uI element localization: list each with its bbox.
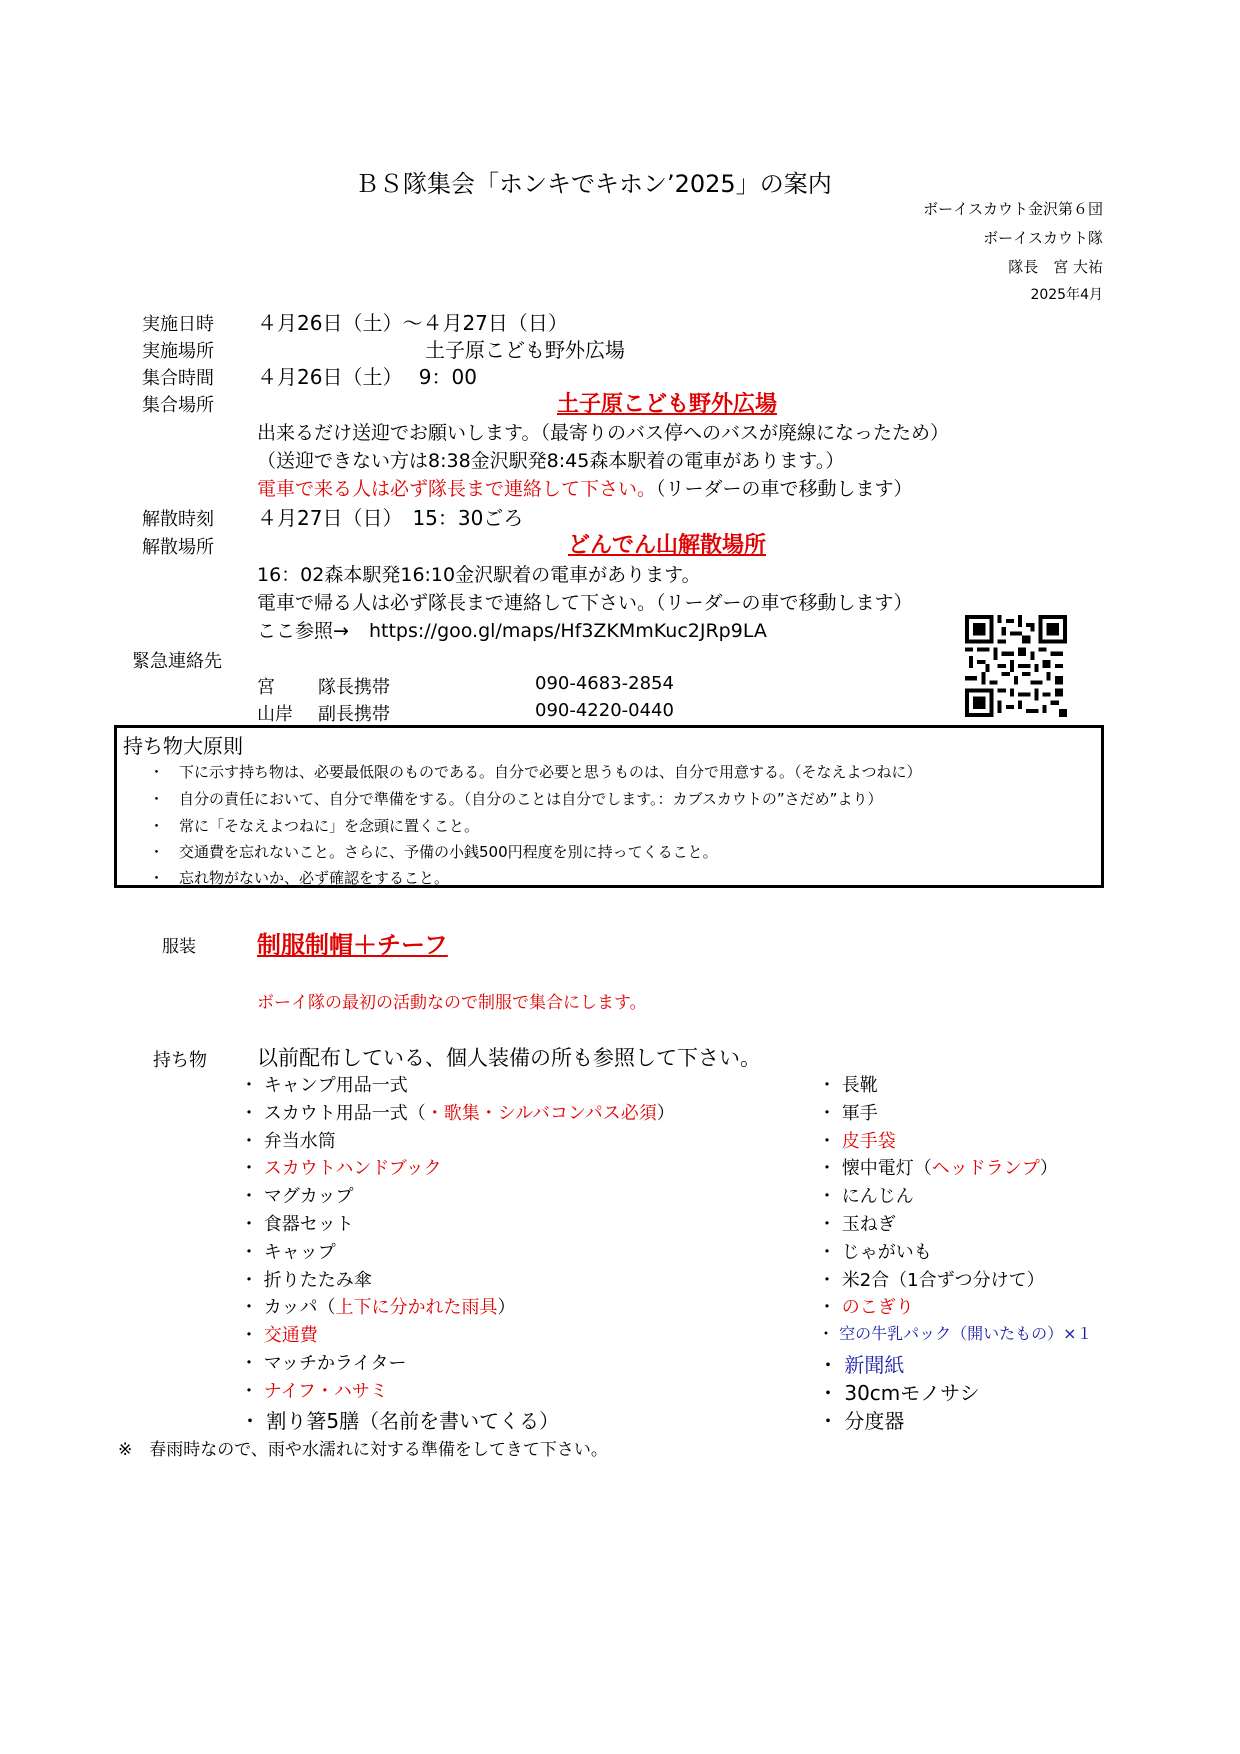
place-value: 土子原こども野外広場: [425, 338, 625, 362]
belongings-item-part: ナイフ・ハサミ: [263, 1380, 388, 1402]
belongings-item-left: [240, 1349, 406, 1375]
attire-label: 服装: [162, 937, 196, 957]
belongings-item-left: [240, 1321, 318, 1347]
belongings-item-left: [240, 1293, 516, 1319]
contact-2-role: 副長携帯: [318, 704, 390, 725]
belongings-item-right: [818, 1293, 914, 1319]
dismiss-place-label: 解散場所: [142, 537, 214, 558]
meet-place-value: 土子原こども野外広場: [557, 392, 778, 417]
meet-time-value: ４月26日（土） 9：00: [257, 365, 477, 389]
belongings-item-part: 上下に分かれた雨具: [335, 1297, 498, 1319]
belongings-item-right: [818, 1210, 896, 1236]
belongings-item-left: [240, 1405, 559, 1434]
dismiss-note-1: 16：02森本駅発16:10金沢駅着の電車があります。: [257, 564, 701, 586]
belongings-item-right: [818, 1349, 904, 1378]
belongings-item-part: 空の牛乳パック（開いたもの）×１: [839, 1324, 1093, 1344]
belongings-item-part: ・ 長靴: [818, 1075, 878, 1096]
belongings-item-left: [240, 1377, 388, 1403]
meet-note-1: 出来るだけ送迎でお願いします。（最寄りのバス停へのバスが廃線になったため）: [257, 422, 949, 444]
issue-date: 2025年4月: [1030, 287, 1103, 303]
principle-item: ・ 忘れ物がないか、必ず確認をすること。: [149, 869, 450, 887]
org-name: ボーイスカウト金沢第６団: [923, 200, 1103, 218]
belongings-item-part: ・歌集・シルバコンパス必須: [425, 1102, 657, 1124]
belongings-item-right: [818, 1182, 914, 1208]
belongings-item-right: [818, 1238, 932, 1264]
belongings-item-part: ・ キャップ: [240, 1241, 336, 1263]
belongings-item-part: ・: [240, 1158, 264, 1180]
belongings-item-part: スカウトハンドブック: [263, 1158, 442, 1180]
meet-note-3-black: （リーダーの車で移動します）: [656, 478, 913, 500]
belongings-item-part: ・ 割り箸5膳（名前を書いてくる）: [240, 1408, 560, 1433]
page-title: ＢＳ隊集会「ホンキでキホン’2025」の案内: [355, 170, 832, 198]
belongings-item-right: [818, 1071, 878, 1097]
belongings-item-right: [818, 1154, 1058, 1180]
contact-1-phone: 090-4683-2854: [535, 673, 674, 694]
principle-item: ・ 常に「そなえよつねに」を念頭に置くこと。: [149, 817, 480, 835]
belongings-item-left: [240, 1099, 675, 1125]
belongings-item-left: [240, 1154, 442, 1180]
belongings-item-part: ・: [818, 1130, 842, 1152]
belongings-item-right: [818, 1377, 980, 1406]
belongings-item-part: ・ じゃがいも: [818, 1241, 932, 1263]
meet-note-2: （送迎できない方は8:38金沢駅発8:45森本駅着の電車があります。）: [257, 450, 845, 472]
principle-item: ・ 自分の責任において、自分で準備をする。（自分のことは自分でします。：カブスカウトの”さだめ”より）: [149, 790, 883, 808]
principle-item: ・ 下に示す持ち物は、必要最低限のものである。自分で必要と思うものは、自分で用意する。（そなえよつねに）: [149, 763, 922, 781]
belongings-item-left: [240, 1071, 408, 1097]
belongings-item-part: ・ 30cmモノサシ: [818, 1380, 980, 1405]
meet-place-label: 集合場所: [142, 395, 214, 416]
meet-time-label: 集合時間: [142, 368, 214, 389]
dismiss-time-value: ４月27日（日） 15：30ごろ: [257, 506, 524, 530]
troop-name: ボーイスカウト隊: [983, 229, 1103, 247]
principle-item: ・ 交通費を忘れないこと。さらに、予備の小銭500円程度を別に持ってくること。: [149, 843, 718, 861]
belongings-item-right: [818, 1099, 878, 1125]
belongings-item-part: ・ 米2合（1合ずつ分けて）: [818, 1269, 1045, 1291]
belongings-item-part: ・ マッチかライター: [240, 1353, 407, 1374]
contact-1-role: 隊長携帯: [318, 677, 390, 698]
date-value: ４月26日（土）～４月27日（日）: [257, 311, 568, 335]
belongings-item-part: ・ 軍手: [818, 1102, 878, 1124]
attire-note: ボーイ隊の最初の活動なので制服で集合にします。: [257, 993, 647, 1013]
belongings-item-part: ・ 玉ねぎ: [818, 1214, 896, 1235]
belongings-item-left: [240, 1266, 372, 1292]
principles-box: [114, 725, 1104, 888]
place-label: 実施場所: [142, 341, 214, 362]
qr-code-icon[interactable]: [965, 615, 1067, 717]
belongings-item-part: ・ 折りたたみ傘: [240, 1269, 372, 1291]
belongings-item-part: ・: [818, 1324, 840, 1344]
meet-note-3: [257, 474, 913, 501]
contact-2-name: 山岸: [257, 704, 293, 725]
contact-2-phone: 090-4220-0440: [535, 700, 674, 721]
belongings-item-part: ）: [656, 1102, 675, 1124]
belongings-item-left: [240, 1210, 354, 1236]
principles-title: 持ち物大原則: [123, 734, 243, 758]
meet-note-3-red: 電車で来る人は必ず隊長まで連絡して下さい。: [257, 478, 657, 500]
belongings-item-right: [818, 1127, 896, 1153]
map-url-link[interactable]: https://goo.gl/maps/Hf3ZKMmKuc2JRp9LA: [368, 620, 767, 642]
map-reference: [257, 616, 767, 643]
belongings-item-part: ・ キャンプ用品一式: [240, 1075, 408, 1096]
dismiss-note-2: 電車で帰る人は必ず隊長まで連絡して下さい。（リーダーの車で移動します）: [257, 592, 913, 614]
emergency-label: 緊急連絡先: [132, 651, 222, 672]
belongings-item-part: ・: [240, 1380, 264, 1402]
dismiss-place-value: どんでん山解散場所: [568, 533, 767, 558]
footnote: ※ 春雨時なので、雨や水濡れに対する準備をしてきて下さい。: [118, 1440, 608, 1460]
belongings-item-part: ・ 分度器: [818, 1408, 905, 1433]
belongings-item-part: 交通費: [263, 1325, 318, 1347]
belongings-item-part: ・ 食器セット: [240, 1214, 354, 1235]
belongings-item-part: ・: [240, 1325, 264, 1347]
leader-name: 隊長 宮 大祐: [1008, 258, 1103, 276]
belongings-item-part: ・ にんじん: [818, 1186, 914, 1208]
belongings-item-part: ・: [818, 1353, 845, 1377]
belongings-item-part: ）: [1039, 1158, 1058, 1180]
belongings-item-part: ）: [497, 1297, 516, 1319]
belongings-item-left: [240, 1127, 336, 1153]
belongings-intro: 以前配布している、個人装備の所も参照して下さい。: [257, 1046, 761, 1070]
belongings-item-right: [818, 1266, 1045, 1292]
belongings-item-left: [240, 1182, 354, 1208]
belongings-item-part: のこぎり: [841, 1297, 914, 1319]
belongings-item-left: [240, 1238, 336, 1264]
contact-1-name: 宮: [257, 677, 275, 698]
belongings-item-part: ・ マグカップ: [240, 1186, 354, 1208]
belongings-item-part: 新聞紙: [844, 1353, 905, 1377]
map-ref-label: ここ参照→: [257, 620, 349, 642]
belongings-label: 持ち物: [153, 1050, 207, 1071]
belongings-item-part: ・: [818, 1297, 842, 1319]
belongings-item-part: ・ カッパ（: [240, 1297, 336, 1319]
attire-value: 制服制帽＋チーフ: [257, 931, 448, 959]
belongings-item-part: ・ スカウト用品一式（: [240, 1102, 426, 1124]
belongings-item-right: [818, 1321, 1093, 1344]
belongings-item-part: 皮手袋: [841, 1130, 896, 1152]
belongings-item-part: ・ 懐中電灯（: [818, 1158, 932, 1180]
belongings-item-part: ヘッドランプ: [931, 1158, 1040, 1180]
dismiss-time-label: 解散時刻: [142, 509, 214, 530]
belongings-item-right: [818, 1405, 904, 1434]
date-label: 実施日時: [142, 314, 214, 335]
belongings-item-part: ・ 弁当水筒: [240, 1130, 336, 1152]
